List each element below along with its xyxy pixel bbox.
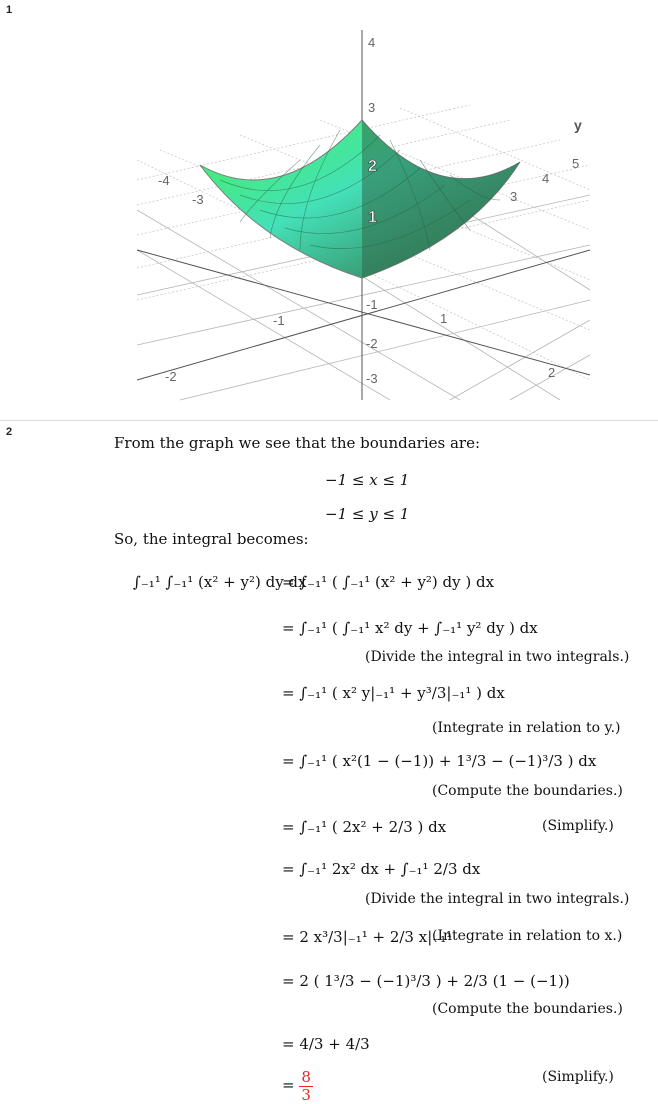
step-line-7: = 2 x³/3|₋₁¹ + 2/3 x|₋₁¹ xyxy=(282,928,453,946)
step-line-9: = 4/3 + 4/3 xyxy=(282,1035,370,1053)
boundary-y: −1 ≤ y ≤ 1 xyxy=(325,505,410,523)
z-tick-neg2: -2 xyxy=(366,336,378,351)
z-tick-neg1: -1 xyxy=(366,297,378,312)
step-note-7: (Integrate in relation to x.) xyxy=(432,928,623,944)
final-answer: $\frac{8}{3}$ xyxy=(301,1068,311,1104)
step-line-1: = ∫₋₁¹ ( ∫₋₁¹ (x² + y²) dy ) dx xyxy=(282,573,495,591)
step-line-10: = $\frac{8}{3}$ xyxy=(282,1068,311,1104)
step-note-3: (Integrate in relation to y.) xyxy=(432,720,621,736)
step-line-2: = ∫₋₁¹ ( ∫₋₁¹ x² dy + ∫₋₁¹ y² dy ) dx xyxy=(282,619,538,637)
x-tick-neg2: -2 xyxy=(165,369,177,384)
step-note-8: (Compute the boundaries.) xyxy=(432,1001,623,1017)
step-note-6: (Divide the integral in two integrals.) xyxy=(365,891,630,907)
y-tick-4: 4 xyxy=(542,171,550,186)
z-tick-1: 1 xyxy=(368,209,377,226)
integral-intro-text: So, the integral becomes: xyxy=(114,530,309,548)
step-note-5: (Simplify.) xyxy=(542,818,614,834)
step-number-2: 2 xyxy=(6,426,13,438)
step-line-4: = ∫₋₁¹ ( x²(1 − (−1)) + 1³/3 − (−1)³/3 ) dx xyxy=(282,752,597,770)
step-line-8: = 2 ( 1³/3 − (−1)³/3 ) + 2/3 (1 − (−1)) xyxy=(282,972,570,990)
step-note-2: (Divide the integral in two integrals.) xyxy=(365,649,630,665)
y-tick-1: 1 xyxy=(440,311,448,326)
y-tick-2: 2 xyxy=(548,365,556,380)
z-tick-2: 2 xyxy=(368,158,377,175)
step-note-4: (Compute the boundaries.) xyxy=(432,783,623,799)
step-line-6: = ∫₋₁¹ 2x² dx + ∫₋₁¹ 2/3 dx xyxy=(282,860,481,878)
y-tick-3: 3 xyxy=(510,189,518,204)
y-axis-label: y xyxy=(574,117,582,133)
step-number-1: 1 xyxy=(6,4,13,16)
boundary-x: −1 ≤ x ≤ 1 xyxy=(325,471,410,489)
z-tick-4: 4 xyxy=(368,35,376,50)
x-tick-neg4: -4 xyxy=(158,173,170,188)
surface-plot-3d xyxy=(0,0,658,410)
z-tick-3: 3 xyxy=(368,100,376,115)
step-line-5: = ∫₋₁¹ ( 2x² + 2/3 ) dx xyxy=(282,818,447,836)
integral-lhs: ∫₋₁¹ ∫₋₁¹ (x² + y²) dy dx xyxy=(133,573,307,591)
x-tick-neg1: -1 xyxy=(273,313,285,328)
step-note-10: (Simplify.) xyxy=(542,1069,614,1085)
z-tick-neg3: -3 xyxy=(366,371,378,386)
intro-text: From the graph we see that the boundaries are: xyxy=(114,434,480,452)
step-line-3: = ∫₋₁¹ ( x² y|₋₁¹ + y³/3|₋₁¹ ) dx xyxy=(282,684,505,702)
y-tick-5: 5 xyxy=(572,156,580,171)
x-tick-neg3: -3 xyxy=(192,192,204,207)
section-divider xyxy=(0,420,658,421)
